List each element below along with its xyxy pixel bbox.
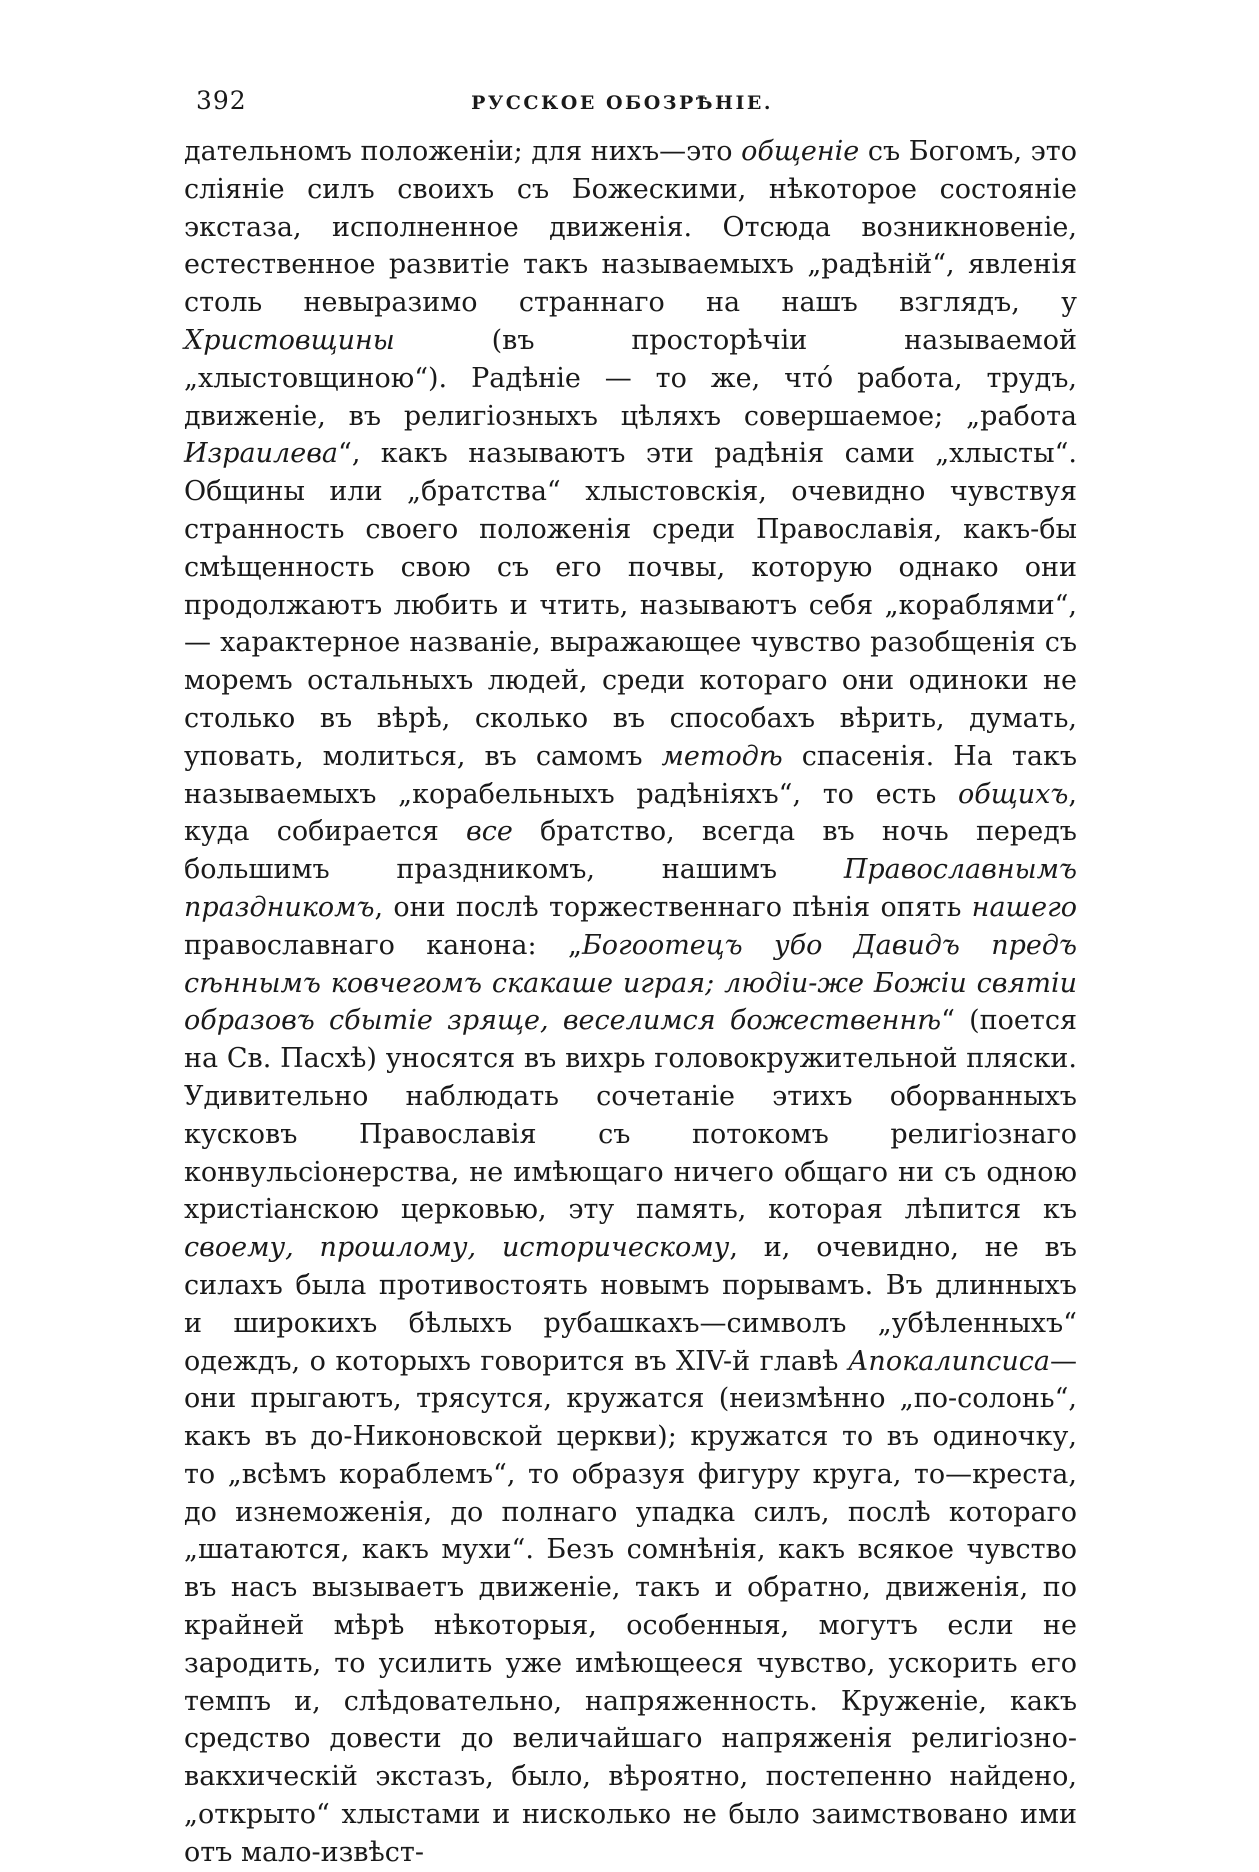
italic-segment: своему, прошлому, историческому xyxy=(184,1232,730,1264)
italic-segment: методѣ xyxy=(661,740,783,772)
text-segment: , куда собирается xyxy=(184,778,1077,848)
text-segment: спасенія. На такъ называемыхъ „корабельныхъ радѣніяхъ“, то есть xyxy=(184,740,1078,810)
text-segment: —они прыгаютъ, трясутся, кружатся (неизмѣнно „по-солонь“, какъ въ до-Никоновской церкви); кружатся то въ одиночку, то „всѣмъ кораблемъ“, то образуя фигуру круга, то—креста, до изнеможенія, до полнаго упадка силъ, послѣ котораго „шатаются, какъ мухи“. Безъ сомнѣнія, какъ всякое чувство въ насъ вызываетъ движеніе, такъ и обратно, движенія, по крайней мѣрѣ нѣкоторыя, особенныя, могутъ если не зародить, то усилить уже имѣющееся чувство, ускорить его темпъ и, слѣдовательно, напряженность. Круженіе, какъ средство довести до величайшаго напряженія религіозно-вакхическій экстазъ, было, вѣроятно, постепенно найдено, „открыто“ хлыстами и нисколько не было заимствовано ими отъ мало-извѣст- xyxy=(184,1345,1077,1868)
text-segment: (въ просторѣчіи называемой „хлыстовщиною“). Радѣніе — то же, что́ работа, трудъ, движеніе, въ религіозныхъ цѣляхъ совершаемое; „работа xyxy=(184,324,1077,432)
italic-segment: Православнымъ праздникомъ xyxy=(184,854,1077,923)
text-segment: дательномъ положеніи; для нихъ—это xyxy=(184,136,742,167)
text-segment: , они послѣ торжественнаго пѣнія опять xyxy=(374,891,972,923)
text-segment: съ Богомъ, это сліяніе силъ своихъ съ Божескими, нѣкоторое состояніе экстаза, исполненное движенія. Отсюда возникновеніе, естественное развитіе такъ называемыхъ „радѣній“, явленія столь невыразимо страннаго на нашъ взглядъ, у xyxy=(184,136,1078,319)
text-segment: братство, всегда въ ночь передъ большимъ праздникомъ, нашимъ xyxy=(184,816,1077,886)
italic-segment: нашего xyxy=(971,891,1077,923)
page-header xyxy=(182,86,1062,122)
text-segment: православнаго канона: „ xyxy=(184,929,582,961)
italic-segment: общихъ xyxy=(958,778,1069,810)
italic-segment: общеніе xyxy=(741,136,860,167)
italic-segment: Христовщины xyxy=(184,324,395,356)
italic-segment: Богоотецъ убо Давидъ предъ сѣннымъ ковчегомъ скакаше играя; людіи-же Божіи святіи образовъ сбытіе зряще, веселимся божественнѣ xyxy=(184,929,1077,1037)
text-segment: , и, очевидно, не въ силахъ была противостоять новымъ порывамъ. Въ длинныхъ и широкихъ бѣлыхъ рубашкахъ—символъ „убѣленныхъ“ одеждъ, о которыхъ говорится въ XIV-й главѣ xyxy=(184,1232,1077,1377)
text-segment: “ (поется на Св. Пасхѣ) уносятся въ вихрь головокружительной пляски. Удивительно наблюдать сочетаніе этихъ оборванныхъ кусковъ Православія съ потокомъ религіознаго конвульсіонерства, не имѣющаго ничего общаго ни съ одною христіанскою церковью, эту память, которая лѣпится къ xyxy=(184,1005,1077,1226)
text-segment: “, какъ называютъ эти радѣнія сами „хлысты“. Общины или „братства“ хлыстовскія, очевидно чувствуя странность своего положенія среди Православія, какъ-бы смѣщенность свою съ его почвы, которую однако они продолжаютъ любить и чтить, называютъ себя „кораблями“, — характерное названіе, выражающее чувство разобщенія съ моремъ остальныхъ людей, среди котораго они одиноки не столько въ вѣрѣ, сколько въ способахъ вѣрить, думать, уповать, молиться, въ самомъ xyxy=(184,438,1077,772)
italic-segment: Апокалипсиса xyxy=(847,1345,1050,1377)
italic-segment: все xyxy=(466,816,513,848)
body-paragraph xyxy=(184,133,1077,1872)
running-title: РУССКОЕ ОБОЗРѢНІЕ. xyxy=(471,92,773,114)
page-number: 392 xyxy=(196,86,247,115)
italic-segment: Израилева xyxy=(184,438,339,470)
